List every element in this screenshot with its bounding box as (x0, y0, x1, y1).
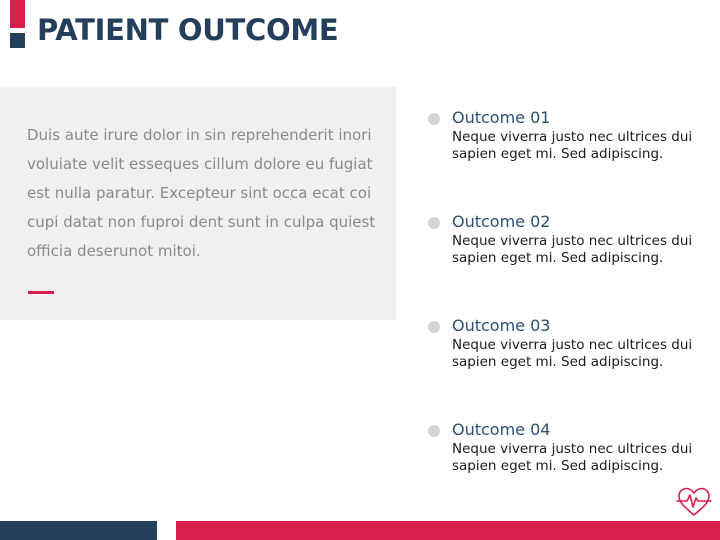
panel-accent-line (28, 291, 54, 294)
bullet-icon (428, 113, 440, 125)
bullet-icon (428, 425, 440, 437)
text-panel (0, 87, 396, 320)
outcome-description: Neque viverra justo nec ultrices dui sapien eget mi. Sed adipiscing. (452, 337, 693, 370)
outcome-description: Neque viverra justo nec ultrices dui sapien eget mi. Sed adipiscing. (452, 129, 693, 162)
title-accent-red (10, 0, 25, 28)
bullet-icon (428, 217, 440, 229)
outcome-title: Outcome 01 (452, 108, 551, 127)
footer-bar-red (176, 521, 720, 540)
outcome-title: Outcome 02 (452, 212, 551, 231)
outcome-description: Neque viverra justo nec ultrices dui sapien eget mi. Sed adipiscing. (452, 233, 693, 266)
slide-title: PATIENT OUTCOME (37, 13, 339, 47)
heart-pulse-icon (676, 486, 712, 518)
title-accent-navy (10, 33, 25, 48)
outcome-title: Outcome 04 (452, 420, 551, 439)
panel-body-text: Duis aute irure dolor in sin reprehenderit inori voluiate velit esseques cillum dolore eu fugiat est nulla paratur. Excepteur sint occa ecat coi cupi datat non fuproi dent sunt in culpa quiest officia deserunot mitoi. (27, 126, 376, 260)
footer-bar-navy (0, 521, 157, 540)
outcome-title: Outcome 03 (452, 316, 551, 335)
outcome-description: Neque viverra justo nec ultrices dui sapien eget mi. Sed adipiscing. (452, 441, 693, 474)
bullet-icon (428, 321, 440, 333)
